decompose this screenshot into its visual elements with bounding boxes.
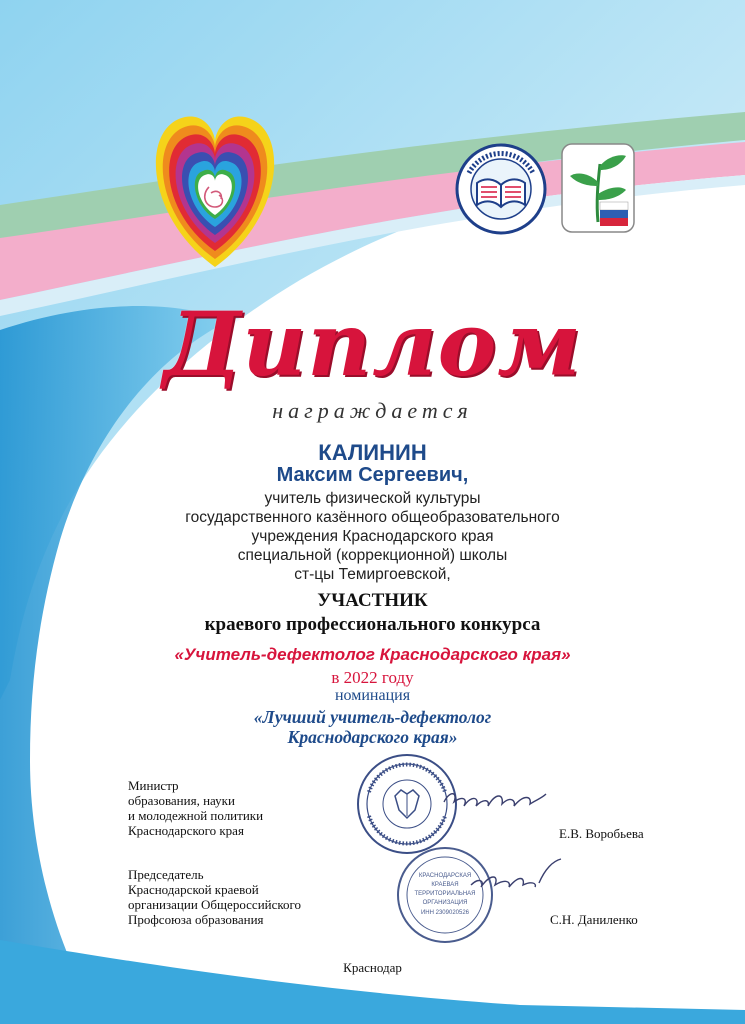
position-line: специальной (коррекционной) школы <box>237 547 508 564</box>
contest-title: краевого профессионального конкурса <box>204 614 541 635</box>
signatory-2-title <box>128 867 301 927</box>
signatory-title-line: Министр <box>128 778 179 793</box>
signatory-1-name: Е.В. Воробьева <box>559 826 644 841</box>
signatory-1-title <box>128 778 263 838</box>
nomination-label: номинация <box>334 687 411 704</box>
signature-1-mark <box>440 780 550 820</box>
signatory-2-name: С.Н. Даниленко <box>550 912 638 927</box>
rainbow-heart-icon <box>140 92 290 282</box>
diploma-title: Диплом <box>163 292 582 396</box>
recipient-surname: КАЛИНИН <box>318 440 427 465</box>
recipient-name: Максим Сергеевич, <box>276 464 469 486</box>
nomination-name-line: «Лучший учитель-дефектолог <box>253 707 492 727</box>
signatory-title-line: Председатель <box>128 867 204 882</box>
signature-2-mark <box>465 855 565 900</box>
signatory-title-line: Краснодарского края <box>128 823 244 838</box>
signatory-title-line: образования, науки <box>128 793 235 808</box>
union-sprout-icon <box>560 142 636 234</box>
position-line: ст-цы Темиргоевской, <box>294 566 451 583</box>
signatory-title-line: и молодежной политики <box>128 808 264 823</box>
position-line: учитель физической культуры <box>264 490 481 507</box>
contest-year: в 2022 году <box>331 668 414 687</box>
contest-name: «Учитель-дефектолог Краснодарского края» <box>174 645 571 664</box>
stamp-text: КРАСНОДАРСКАЯ <box>418 873 472 879</box>
nomination-name-line: Краснодарского края» <box>287 727 458 747</box>
position-line: государственного казённого общеобразовательного <box>185 509 560 526</box>
stamp-text: ТЕРРИТОРИАЛЬНАЯ <box>414 891 476 897</box>
signatory-title-line: Профсоюза образования <box>128 912 264 927</box>
ministry-emblem-icon <box>455 143 547 235</box>
signatory-title-line: организации Общероссийского <box>128 897 302 912</box>
stamp-text: ОРГАНИЗАЦИЯ <box>422 900 468 906</box>
signatory-title-line: Краснодарской краевой <box>128 882 259 897</box>
participant-status: УЧАСТНИК <box>317 590 428 611</box>
position-line: учреждения Краснодарского края <box>251 528 494 545</box>
city-label: Краснодар <box>343 960 402 975</box>
stamp-text: ИНН 2309020526 <box>420 910 470 916</box>
awarded-caption: награждается <box>272 398 473 423</box>
stamp-text: КРАЕВАЯ <box>431 882 459 888</box>
